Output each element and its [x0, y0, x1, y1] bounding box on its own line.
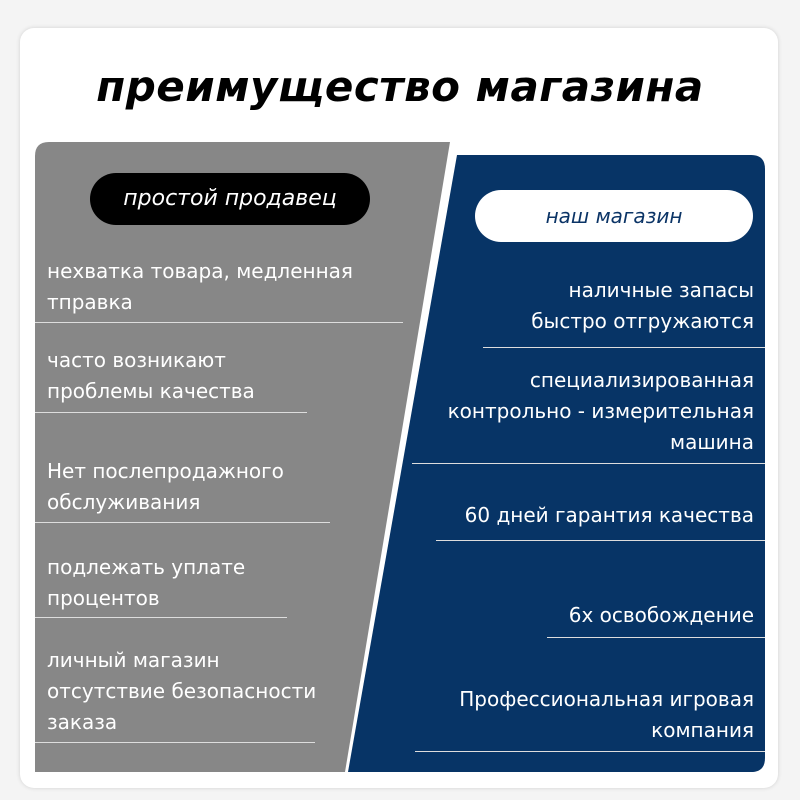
- right-header: наш магазин: [475, 190, 753, 242]
- page-title: преимущество магазина: [96, 62, 704, 111]
- right-item: специализированная контрольно - измерительная машина: [447, 368, 754, 454]
- left-item: нехватка товара, медленная тправка: [47, 259, 353, 314]
- left-item: Нет послепродажного обслуживания: [47, 459, 284, 514]
- left-item: личный магазин отсутствие безопасности заказа: [47, 648, 317, 734]
- left-item: часто возникают проблемы качества: [47, 348, 255, 403]
- right-item: Профессиональная игровая компания: [459, 687, 754, 742]
- left-item: подлежать уплате процентов: [47, 555, 246, 610]
- right-item: 6х освобождение: [568, 603, 754, 627]
- right-item: 60 дней гарантия качества: [464, 503, 754, 527]
- right-item: наличные запасы быстро отгружаются: [531, 278, 754, 333]
- left-header: простой продавец: [90, 173, 370, 225]
